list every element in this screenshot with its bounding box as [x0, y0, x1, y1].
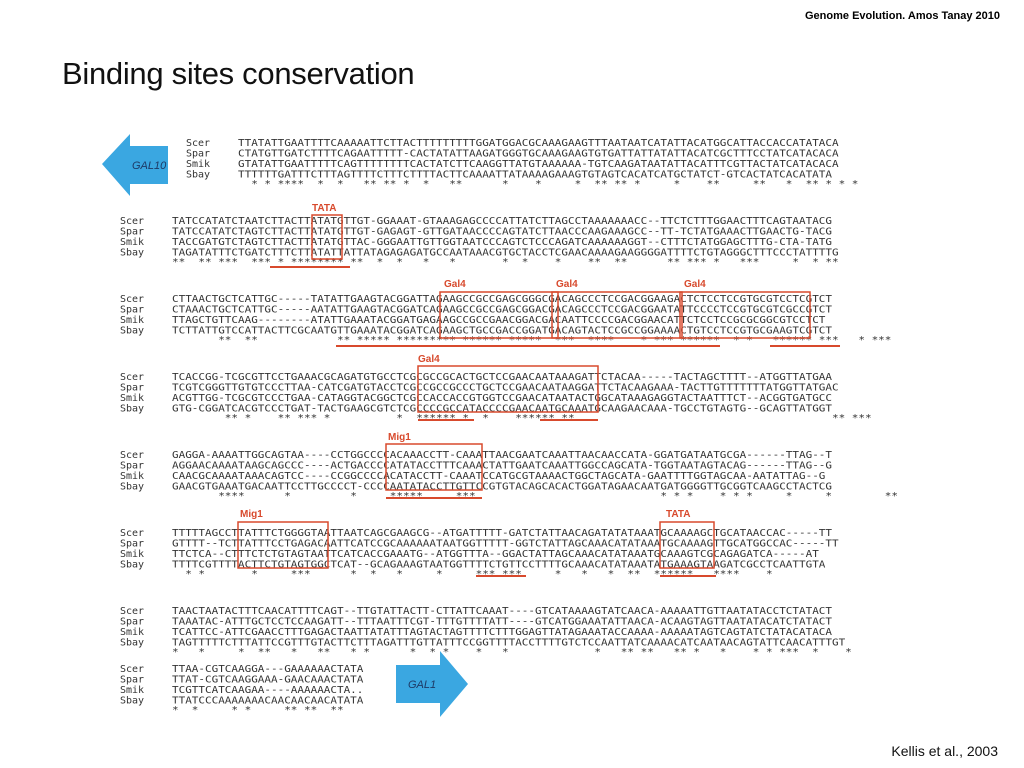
conservation-row: ** * ** *** * * ****** * * ****** ** ** *** — [172, 413, 872, 424]
species-label: Smik — [120, 237, 145, 248]
alignment-block — [120, 372, 872, 424]
sequence-row: TCGTTCATCAAGAA----AAAAAACTA.. — [172, 685, 364, 696]
sequence-row: TTTTTAGCCTTATTTCTGGGGTAATTAATCAGCGAAGCG--ATGATTTTT-GATCTATTAACAGATATATAAATGCAAAAGCTGCATAACCAC-----TT — [172, 528, 832, 539]
species-label: Scer — [120, 606, 145, 617]
site-label-tata-1: TATA — [312, 203, 337, 214]
sequence-row: TTCTCA--CTTTCTCTGTAGTAATTCATCACCGAAATG--ATGGTTTA--GGACTATTAGCAAACATATAAATGCAAAGTCGCAGAGATCA-----AT — [172, 549, 819, 560]
gal1-arrow — [396, 651, 468, 717]
sequence-row: TCTTATTGTCCATTACTTCGCAATGTTGAAATACGGATCAGAAGCTGCCGACCGGATGACAGTACTCCGCCGGAAAACTGTCCTCCGTGCGAAGTCGTCT — [172, 325, 832, 337]
alignment-blocks — [120, 138, 898, 716]
sequence-row: GAGGA-AAAATTGGCAGTAA----CCTGGCCCCACAAACCTT-CAAATTAACGAATCAAATTAACAACCATA-GGATGATAATGCGA------TTAG--T — [172, 450, 832, 461]
species-label: Smik — [120, 393, 145, 404]
species-label: Smik — [120, 627, 145, 638]
sequence-row: TCATTCC-ATTCGAACCTTTGAGACTAATTATATTTAGTACTAGTTTTCTTTGGAGTTATAGAAATACCAAAA-AAAAATAGTCAGTATCTATACATACA — [172, 627, 832, 638]
species-label: Smik — [120, 471, 145, 482]
sequence-row: TTTTTTGATTTCTTTAGTTTTCTTTCTTTTACTTCAAAATTATAAAAGAAAGTGTAGTCACATCATGCTATCT-GTCACTATCACATATA — [238, 169, 832, 181]
species-label: Spar — [186, 148, 211, 160]
conservation-row: * * * * ** ** ** — [172, 705, 344, 716]
species-label: Sbay — [120, 559, 145, 571]
sequence-row: TTATATTGAATTTTCAAAAATTCTTACTTTTTTTTTGGATGGACGCAAAGAAGTTTAATAATCATATTACATGGCATTACCACCATATACA — [238, 138, 839, 149]
alignment-block — [120, 664, 363, 716]
species-label: Smik — [186, 159, 211, 170]
gal1-label: GAL1 — [408, 679, 437, 691]
species-label: Scer — [186, 138, 211, 149]
sequence-row: AGGAACAAAATAAGCAGCCC----ACTGACCCCATATACCTTTCAAACTATTGAATCAAATTGGCCAGCATA-TGGTAATAGTACAG------TTAG--G — [172, 460, 832, 472]
site-label-gal4-2: Gal4 — [556, 279, 578, 290]
species-label: Smik — [120, 549, 145, 560]
sequence-row: CTAAACTGCTCATTGC-----AATATTGAAGTACGGATCAGAAGCCGCCGAGCGGACGACAGCCCTCCGACGGAATATTCCCCTCCGTGCGTCGCCGTCT — [172, 304, 832, 316]
species-label: Scer — [120, 216, 145, 227]
sequence-row: GAACGTGAAATGACAATTCCTTGCCCCT-CCCCAATATACCTTGTTCCGTGTACAGCACACTGGATAGAACAATGATGGGGTTGCGGTCAAGCCTACTCG — [172, 481, 832, 493]
site-label-gal4-1: Gal4 — [444, 279, 466, 290]
sequence-row: TATCCATATCTAATCTTACTTATATGTTGT-GGAAAT-GTAAAGAGCCCCATTATCTTAGCCTAAAAAAACC--TTCTCTTTGGAACTTTCAGTAATACG — [172, 216, 832, 227]
species-label: Spar — [120, 616, 145, 628]
conservation-row: ** ** *** *** * ******** ** * * * * * * * ** ** ** *** * *** * * ** — [172, 257, 839, 268]
citation: Kellis et al., 2003 — [891, 743, 998, 759]
species-label: Sbay — [120, 403, 145, 415]
conservation-row: **** * * ***** *** * * * * * * * * ** — [172, 491, 898, 502]
slide-header: Genome Evolution. Amos Tanay 2010 — [805, 10, 1000, 22]
site-label-tata-2: TATA — [666, 509, 691, 520]
sequence-row: TTAGCTGTTCAAG--------ATATTGAAATACGGATGAGAAGCCGCCGAACGGACGACAATTCCCCGACGGAACATTCTCCTCCGCGCGGCGTCCTCT — [172, 315, 826, 326]
site-label-gal4-3: Gal4 — [684, 279, 706, 290]
sequence-row: CTATGTTGATCTTTTCAGAATTTTT-CACTATATTAAGATGGGTGCAAAGAAGTGTGATTATTATATTACATCGCTTTCCTATCATACACA — [238, 148, 839, 160]
gal10-arrow — [102, 134, 168, 196]
sequence-row: TAGATATTTCTGATCTTTCTTATATTATTATAGAGAGATGCCAATAAACGTGCTACCTCGAACAAAAGAAGGGGATTTTCTGTAGGGCTTTCCCTATTTTG — [172, 247, 839, 259]
sequence-row: TTAT-CGTCAAGGAAA-GAACAAACTATA — [172, 674, 364, 686]
sequence-row: TAGTTTTTCTTTATTCCGTTTGTACTTCTTTAGATTTGTTATTTCCGGTTTTACCTTTTGTCTCCAATTATCAAAACATCAATAACAGTATTCAACATTTGT — [172, 637, 846, 649]
slide-title: Binding sites conservation — [62, 56, 415, 91]
site-label-mig1-2: Mig1 — [240, 509, 263, 520]
species-label: Smik — [120, 315, 145, 326]
species-label: Scer — [120, 294, 145, 305]
sequence-row: TTATCCCAAAAAAACAACAACAACATATA — [172, 695, 364, 707]
species-label: Sbay — [120, 325, 145, 337]
sequence-row: TAACTAATACTTTCAACATTTTCAGT--TTGTATTACTT-CTTATTCAAAT----GTCATAAAAGTATCAACA-AAAAATTGTTAATATACCTCTATACT — [172, 606, 832, 617]
sequence-row: GTATATTGAATTTTTCAGTTTTTTTTCACTATCTTCAAGGTTATGTAAAAAA-TGTCAAGATAATATTACATTTCGTTACTATCATACACA — [238, 159, 839, 170]
species-label: Spar — [120, 538, 145, 550]
species-label: Smik — [120, 685, 145, 696]
species-label: Spar — [120, 304, 145, 316]
alignment-block — [186, 138, 858, 190]
sequence-row: TTAA-CGTCAAGGA---GAAAAAACTATA — [172, 664, 364, 675]
sequence-row: TTTTCGTTTTACTTCTGTAGTGGCTCAT--GCAGAAAGTAATGGTTTTCTGTTCCTTTTGCAAACATATAAATATGAAAGTAAGATCGCCTCAATTGTA — [172, 559, 826, 571]
sequence-row: TCACCGG-TCGCGTTCCTGAAACGCAGATGTGCCTCGCGCCGCACTGCTCCGAACAATAAAGATTCTACAA-----TACTAGCTTTT--ATGGTTATGAA — [172, 372, 832, 383]
species-label: Spar — [120, 382, 145, 394]
site-label-mig1-1: Mig1 — [388, 432, 411, 443]
sequence-row: ACGTTGG-TCGCGTCCCTGAA-CATAGGTACGGCTCGCCACCACCGTGGTCCGAACATAATACTGGCATAAAGAGGTACTAATTTCT--ACGGTGATGCC — [172, 393, 832, 404]
gal10-label: GAL10 — [132, 160, 167, 172]
species-label: Scer — [120, 450, 145, 461]
species-label: Sbay — [120, 695, 145, 707]
sequence-row: GTG-CGGATCACGTCCCTGAT-TACTGAAGCGTCTCGCCCCGCCATACCCCGAACAATGCAAATGCAAGAACAAA-TGCCTGTAGTG--GCAGTTATGGT — [172, 403, 832, 415]
alignment-block — [120, 216, 839, 268]
conservation-row: * * * ** * ** * * * * * * * * ** ** ** * * * * *** * * — [172, 647, 852, 658]
alignment-figure — [100, 126, 920, 726]
species-label: Spar — [120, 460, 145, 472]
species-label: Scer — [120, 664, 145, 675]
conservation-row: * * * *** * * * * *** *** * * * ** ****** **** * — [172, 569, 773, 580]
sequence-row: TAAATAC-ATTTGCTCCTCCAAGATT--TTTAATTTCGT-TTTGTTTTATT----GTCATGGAAATATTAACA-ACAAGTAGTTAATATACATCTATACT — [172, 616, 832, 628]
species-label: Spar — [120, 674, 145, 686]
species-label: Sbay — [120, 247, 145, 259]
alignment-block — [120, 606, 852, 658]
sequence-row: TACCGATGTCTAGTCTTACTTATATGTTAC-GGGAATTGTTGGTAATCCCAGTCTCCCAGATCAAAAAAGGT--CTTTCTATGGAGCTTTG-CTA-TATG — [172, 237, 832, 248]
site-label-gal4-4: Gal4 — [418, 354, 440, 365]
sequence-row: CAACGCAAAATAAACAGTCC----CCGGCCCCACATACCTT-CAAATCCATGCGTAAAACTGGCTAGCATA-GAATTTTGGTAGCAA-AATATTAG--G — [172, 471, 826, 482]
species-label: Scer — [120, 372, 145, 383]
species-label: Sbay — [120, 637, 145, 649]
species-label: Scer — [120, 528, 145, 539]
conservation-row: * * **** * * ** ** * * ** * * * ** ** * * ** ** * ** * * * — [238, 179, 859, 190]
alignment-block — [120, 528, 839, 580]
conservation-row: ** ** ** ***** ********* ****** ***** *** **** * *** ****** * * ****** *** * *** — [172, 335, 892, 346]
sequence-row: TATCCATATCTAGTCTTACTTATATGTTGT-GAGAGT-GTTGATAACCCCAGTATCTTAACCCAAGAAAGCC--TT-TCTATGAAACTTGAACTG-TACG — [172, 226, 832, 238]
sequence-row: TCGTCGGGTTGTGTCCCTTAA-CATCGATGTACCTCGCCGCCGCCCTGCTCCGAACAATAAGGATTCTACAAGAAA-TACTTGTTTTTTTATGGTTATGAC — [172, 382, 839, 394]
species-label: Sbay — [120, 481, 145, 493]
sequence-row: GTTTT--TCTTATTTCCTGAGACAATTCATCCGCAAAAAATAATGGTTTTT-GGTCTATTAGCAAACATATAAATGCAAAAGTTGCATGGCCAC-----TT — [172, 538, 839, 550]
alignment-block — [120, 450, 898, 502]
species-label: Sbay — [186, 169, 211, 181]
sequence-row: CTTAACTGCTCATTGC-----TATATTGAAGTACGGATTAGAAGCCGCCGAGCGGGCGACAGCCCTCCGACGGAAGACTCTCCTCCGTGCGTCCTCGTCT — [172, 294, 832, 305]
species-label: Spar — [120, 226, 145, 238]
